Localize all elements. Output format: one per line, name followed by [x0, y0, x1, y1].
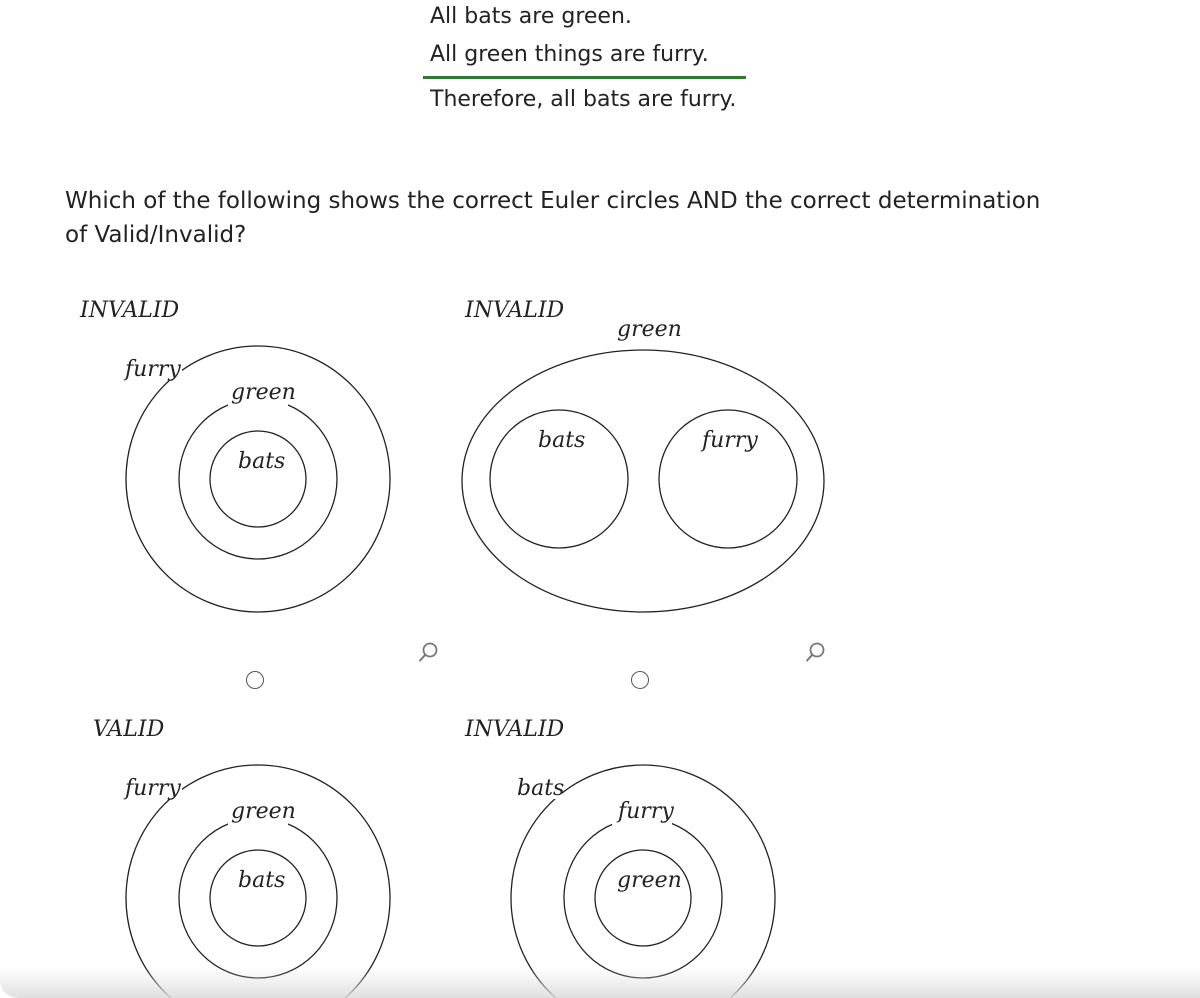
option-c-middle-label: green: [231, 799, 296, 824]
option-d-inner-label: green: [617, 868, 682, 893]
premise-1: All bats are green.: [430, 4, 632, 29]
option-d-diagram: [464, 717, 775, 998]
option-c-diagram: [93, 717, 390, 998]
option-b-container-label: green: [617, 317, 682, 342]
question-text: Which of the following shows the correct Euler circles AND the correct determination of Valid/Invalid?: [65, 188, 1041, 248]
magnifier-icon[interactable]: [804, 640, 828, 664]
conclusion: Therefore, all bats are furry.: [430, 87, 737, 112]
option-d-middle-circle: [564, 818, 722, 978]
option-a-middle-circle: [179, 399, 337, 559]
option-a-outer-label: furry: [125, 357, 181, 382]
magnifier-icon[interactable]: [417, 640, 441, 664]
option-a-diagram: [79, 298, 390, 612]
option-b-verdict: INVALID: [465, 298, 565, 323]
option-b-diagram: [462, 298, 824, 612]
option-a-verdict: INVALID: [80, 298, 180, 323]
window-bottom-edge: [0, 968, 1200, 998]
option-c-middle-circle: [179, 818, 337, 978]
option-c-inner-label: bats: [238, 868, 286, 893]
option-b-radio[interactable]: [631, 671, 649, 689]
option-d-middle-label: furry: [618, 799, 674, 824]
premise-2: All green things are furry.: [430, 42, 709, 67]
option-a-inner-label: bats: [238, 449, 286, 474]
option-d-outer-label: bats: [517, 776, 565, 801]
option-d-inner-circle: [595, 850, 691, 946]
option-b-left-label: bats: [538, 428, 586, 453]
option-b-container-ellipse: [462, 350, 824, 612]
option-a-middle-label: green: [231, 380, 296, 405]
option-c-verdict: VALID: [93, 717, 165, 742]
option-c-outer-label: furry: [125, 776, 181, 801]
option-d-verdict: INVALID: [465, 717, 565, 742]
option-b-right-label: furry: [702, 428, 758, 453]
option-a-radio[interactable]: [246, 671, 264, 689]
option-c-inner-circle: [210, 850, 306, 946]
option-a-inner-circle: [210, 431, 306, 527]
